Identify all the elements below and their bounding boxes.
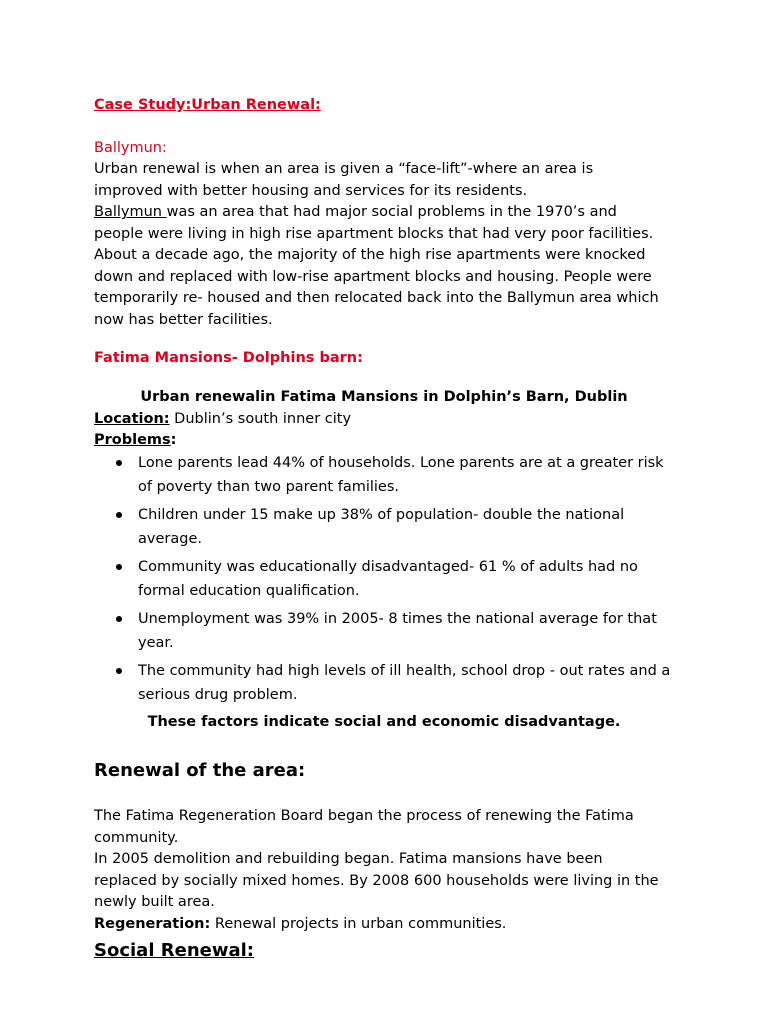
- location-line: [94, 409, 694, 431]
- problems-line: [94, 430, 694, 452]
- ballymun-paragraph-2-text: was an area that had major social problems in the 1970’s and people were living in high rise apartment blocks that had very poor facilities. About a decade ago, the majority of the high rise apartments were knocked down and replaced with low-rise apartment blocks and housing. People were temporarily re- housed and then relocated back into the Ballymun area which now has better facilities.: [94, 204, 659, 328]
- ballymun-paragraph-1: Urban renewal is when an area is given a “face-lift”-where an area is improved with better housing and services for its residents.: [94, 161, 594, 199]
- regeneration-line: [94, 914, 694, 936]
- list-item: Lone parents lead 44% of households. Lone parents are at a greater risk of poverty than two parent families.: [94, 451, 678, 499]
- fatima-subtitle: Urban renewalin Fatima Mansions in Dolphin’s Barn, Dublin: [140, 389, 628, 405]
- problems-colon: :: [170, 432, 177, 448]
- fatima-heading: Fatima Mansions- Dolphins barn:: [94, 350, 363, 366]
- location-value: Dublin’s south inner city: [169, 411, 352, 427]
- renewal-paragraph-1: The Fatima Regeneration Board began the process of renewing the Fatima community.: [94, 808, 634, 846]
- list-item: Children under 15 make up 38% of population- double the national average.: [94, 503, 678, 551]
- renewal-paragraph-2: In 2005 demolition and rebuilding began. Fatima mansions have been replaced by socially mixed homes. By 2008 600 households were living in the newly built area.: [94, 851, 659, 910]
- list-item: Community was educationally disadvantaged- 61 % of adults had no formal education qualification.: [94, 555, 678, 603]
- ballymun-paragraph-2: [94, 202, 659, 331]
- list-item: The community had high levels of ill health, school drop - out rates and a serious drug problem.: [94, 659, 678, 707]
- page-title: Case Study:Urban Renewal:: [94, 97, 321, 113]
- ballymun-name: Ballymun: [94, 204, 167, 220]
- regeneration-value: Renewal projects in urban communities.: [210, 916, 507, 932]
- problems-list: [94, 451, 694, 711]
- regeneration-label: Regeneration:: [94, 916, 211, 932]
- problems-label: Problems: [94, 432, 171, 448]
- location-label: Location:: [94, 411, 170, 427]
- list-item: Unemployment was 39% in 2005- 8 times the national average for that year.: [94, 607, 678, 655]
- social-renewal-heading: Social Renewal:: [94, 940, 254, 961]
- conclusion-text: These factors indicate social and economic disadvantage.: [147, 714, 621, 730]
- ballymun-heading: Ballymun:: [94, 140, 167, 156]
- renewal-heading: Renewal of the area:: [94, 760, 306, 781]
